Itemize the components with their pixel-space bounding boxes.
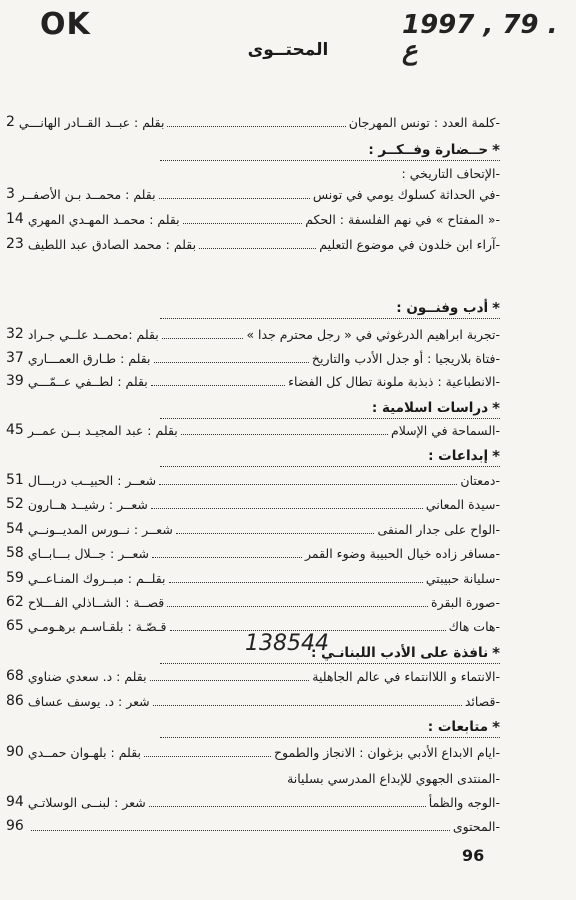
- heading-underline: [160, 418, 500, 419]
- heading-underline: [160, 160, 500, 161]
- toc-entry: [6, 519, 500, 539]
- entry-dash: -: [495, 770, 500, 786]
- entry-dash: -: [495, 422, 500, 438]
- entry-dash: -: [495, 472, 500, 488]
- entry-title: فتاة بلاريجيا : أو جدل الأدب والتاريخ: [311, 350, 496, 366]
- dot-leader: [181, 434, 388, 435]
- entry-title: الانتماء و اللاانتماء في عالم الجاهلية: [312, 668, 496, 684]
- toc-entry: [6, 209, 500, 229]
- entry-title: مسافر زاده خيال الحبيبة وضوء القمر: [304, 545, 496, 561]
- entry-page-number: 3: [6, 186, 15, 202]
- entry-dash: -: [495, 186, 500, 202]
- entry-page-number: 39: [6, 373, 24, 389]
- entry-dash: -: [495, 594, 500, 610]
- entry-page-number: 52: [6, 496, 24, 512]
- entry-page-number: 59: [6, 570, 24, 586]
- entry-title: السماحة في الإسلام: [390, 422, 496, 438]
- dot-leader: [176, 533, 375, 534]
- entry-author: شعــر : جــلال بـــابــاي: [27, 545, 149, 561]
- entry-page-number: 32: [6, 326, 24, 342]
- dot-leader: [154, 362, 309, 363]
- entry-title: قصائد: [464, 693, 496, 709]
- dot-leader: [150, 680, 310, 681]
- entry-dash: -: [495, 496, 500, 512]
- entry-page-number: 14: [6, 211, 24, 227]
- asterisk-icon: *: [492, 447, 500, 465]
- asterisk-icon: *: [492, 644, 500, 662]
- section-heading-text: نافذة على الأدب اللبنانـي :: [310, 645, 489, 661]
- dot-leader: [152, 557, 302, 558]
- entry-title: دمعتان: [460, 472, 496, 488]
- entry-dash: -: [495, 521, 500, 537]
- entry-title: الانطباعية : ذبذبة ملونة تطال كل الفضاء: [288, 373, 496, 389]
- entry-dash: -: [495, 326, 500, 342]
- toc-entry: [6, 371, 500, 391]
- entry-title: ايام الابداع الأدبي بزغوان : الانجاز والطموح: [273, 744, 496, 760]
- asterisk-icon: *: [492, 141, 500, 159]
- dot-leader: [199, 248, 316, 249]
- toc-entry: [6, 163, 500, 183]
- section-heading: [160, 298, 500, 318]
- entry-title: المحتوى: [452, 818, 496, 834]
- entry-author: بقلم : عبد المجيـد بــن عمــر: [27, 422, 178, 438]
- entry-author: شعــر : الحبيــب دربـــال: [27, 472, 157, 488]
- toc-entry: [6, 234, 500, 254]
- entry-title: الواح على جدار المنفى: [377, 521, 496, 537]
- dot-leader: [169, 582, 423, 583]
- entry-title: الوجه والظمأ: [428, 794, 496, 810]
- entry-page-number: 65: [6, 618, 24, 634]
- entry-page-number: 96: [6, 818, 24, 834]
- entry-page-number: 45: [6, 422, 24, 438]
- toc-entry: [6, 742, 500, 762]
- toc-entry: [6, 592, 500, 612]
- entry-dash: -: [495, 165, 500, 181]
- toc-entry: [6, 691, 500, 711]
- heading-underline: [160, 466, 500, 467]
- entry-author: شعــر : رشيــد هــارون: [27, 496, 148, 512]
- dot-leader: [162, 338, 244, 339]
- entry-page-number: 94: [6, 794, 24, 810]
- asterisk-icon: *: [492, 399, 500, 417]
- entry-author: بقلم :محمــد علــي جـراد: [27, 326, 159, 342]
- entry-dash: -: [495, 570, 500, 586]
- dot-leader: [153, 705, 462, 706]
- section-heading-text: أدب وفنــون :: [396, 300, 489, 316]
- entry-dash: -: [495, 818, 500, 834]
- toc-entry: [6, 666, 500, 686]
- section-heading: [160, 446, 500, 466]
- dot-leader: [151, 385, 285, 386]
- entry-dash: -: [495, 668, 500, 684]
- section-heading-text: متابعات :: [427, 719, 489, 735]
- entry-dash: -: [495, 794, 500, 810]
- toc-entry: [6, 112, 500, 132]
- entry-author: شعر : د. يوسف عساف: [27, 693, 150, 709]
- dot-leader: [167, 606, 428, 607]
- entry-page-number: 86: [6, 693, 24, 709]
- entry-title: سيدة المعاني: [425, 496, 496, 512]
- heading-underline: [160, 318, 500, 319]
- handwritten-ok: OK: [40, 7, 91, 42]
- entry-page-number: 58: [6, 545, 24, 561]
- entry-dash: -: [495, 114, 500, 130]
- dot-leader: [149, 806, 426, 807]
- page-title: المحتــوى: [247, 40, 329, 60]
- toc-entry: [6, 816, 500, 836]
- entry-author: بقلم : بلهـوان حمــدي: [27, 744, 141, 760]
- entry-dash: -: [495, 211, 500, 227]
- entry-author: شعــر : نــورس المديــونــي: [27, 521, 173, 537]
- entry-author: بقلم : طـارق العمـــاري: [27, 350, 151, 366]
- entry-dash: -: [495, 693, 500, 709]
- asterisk-icon: *: [492, 718, 500, 736]
- section-heading-text: دراسات اسلامية :: [371, 400, 489, 416]
- entry-author: بقلــم : مبــروك المنـاعــي: [27, 570, 166, 586]
- entry-page-number: 62: [6, 594, 24, 610]
- entry-dash: -: [495, 744, 500, 760]
- entry-author: بقلم : محمــد بـن الأصفــر: [18, 186, 156, 202]
- entry-author: بقلم : عبــد القــادر الهانـــي: [18, 114, 165, 130]
- entry-page-number: 23: [6, 236, 24, 252]
- toc-entry: [6, 543, 500, 563]
- heading-underline: [160, 663, 500, 664]
- dot-leader: [144, 756, 271, 757]
- toc-entry: [6, 494, 500, 514]
- entry-dash: -: [495, 236, 500, 252]
- toc-entry: [6, 568, 500, 588]
- entry-title: سليانة حبيبتي: [425, 570, 496, 586]
- dot-leader: [159, 484, 457, 485]
- entry-page-number: 90: [6, 744, 24, 760]
- asterisk-icon: *: [492, 299, 500, 317]
- section-heading: [160, 717, 500, 737]
- entry-author: قـصّـة : بلقـاسـم برهـومـي: [27, 618, 167, 634]
- dot-leader: [159, 198, 310, 199]
- entry-title: كلمة العدد : تونس المهرجان: [348, 114, 496, 130]
- entry-page-number: 68: [6, 668, 24, 684]
- section-heading: [160, 140, 500, 160]
- entry-title: هات هاك: [448, 618, 496, 634]
- entry-title: « المفتاح » في نهم الفلسفة : الحكم: [305, 211, 496, 227]
- page-number: 96: [462, 846, 485, 865]
- toc-entry: [6, 420, 500, 440]
- entry-author: بقلم : محمـد المهـدي المهري: [27, 211, 180, 227]
- entry-page-number: 54: [6, 521, 24, 537]
- entry-author: بقلم : د. سعدي ضناوي: [27, 668, 147, 684]
- entry-title: الإتحاف التاريخي :: [401, 165, 496, 181]
- entry-dash: -: [495, 350, 500, 366]
- section-heading-text: إبداعات :: [428, 448, 489, 464]
- section-heading-text: حــضارة وفــكــر :: [368, 142, 489, 158]
- entry-author: قصــة : الشــاذلي الفـــلاح: [27, 594, 165, 610]
- entry-page-number: 37: [6, 350, 24, 366]
- entry-page-number: 51: [6, 472, 24, 488]
- entry-title: صورة البقرة: [431, 594, 496, 610]
- dot-leader: [31, 830, 450, 831]
- entry-author: بقلم : لطــفي عــمّـــي: [27, 373, 148, 389]
- dot-leader: [151, 508, 423, 509]
- handwritten-stamp-number: 138544: [245, 631, 329, 656]
- toc-entry: [6, 792, 500, 812]
- entry-title: في الحداثة كسلوك يومي في تونس: [312, 186, 496, 202]
- entry-title: آراء ابن خلدون في موضوع التعليم: [319, 236, 496, 252]
- entry-title: المنتدى الجهوي للإبداع المدرسي بسليانة: [287, 770, 496, 786]
- section-heading: [160, 643, 500, 663]
- entry-dash: -: [495, 373, 500, 389]
- dot-leader: [167, 126, 345, 127]
- entry-author: شعر : لبنــى الوسلاتـي: [27, 794, 146, 810]
- dot-leader: [183, 223, 303, 224]
- toc-entry: [6, 768, 500, 788]
- entry-title: تجربة ابراهيم الدرغوثي في « رجل محترم جدا »: [246, 326, 496, 342]
- section-heading: [160, 398, 500, 418]
- heading-underline: [160, 737, 500, 738]
- entry-page-number: 2: [6, 114, 15, 130]
- entry-author: بقلم : محمد الصادق عبد اللطيف: [27, 236, 197, 252]
- entry-dash: -: [495, 545, 500, 561]
- toc-entry: [6, 184, 500, 204]
- toc-entry: [6, 348, 500, 368]
- toc-entry: [6, 470, 500, 490]
- entry-dash: -: [495, 618, 500, 634]
- toc-entry: [6, 324, 500, 344]
- handwritten-reference: 1997 , 79 . ع: [402, 10, 558, 66]
